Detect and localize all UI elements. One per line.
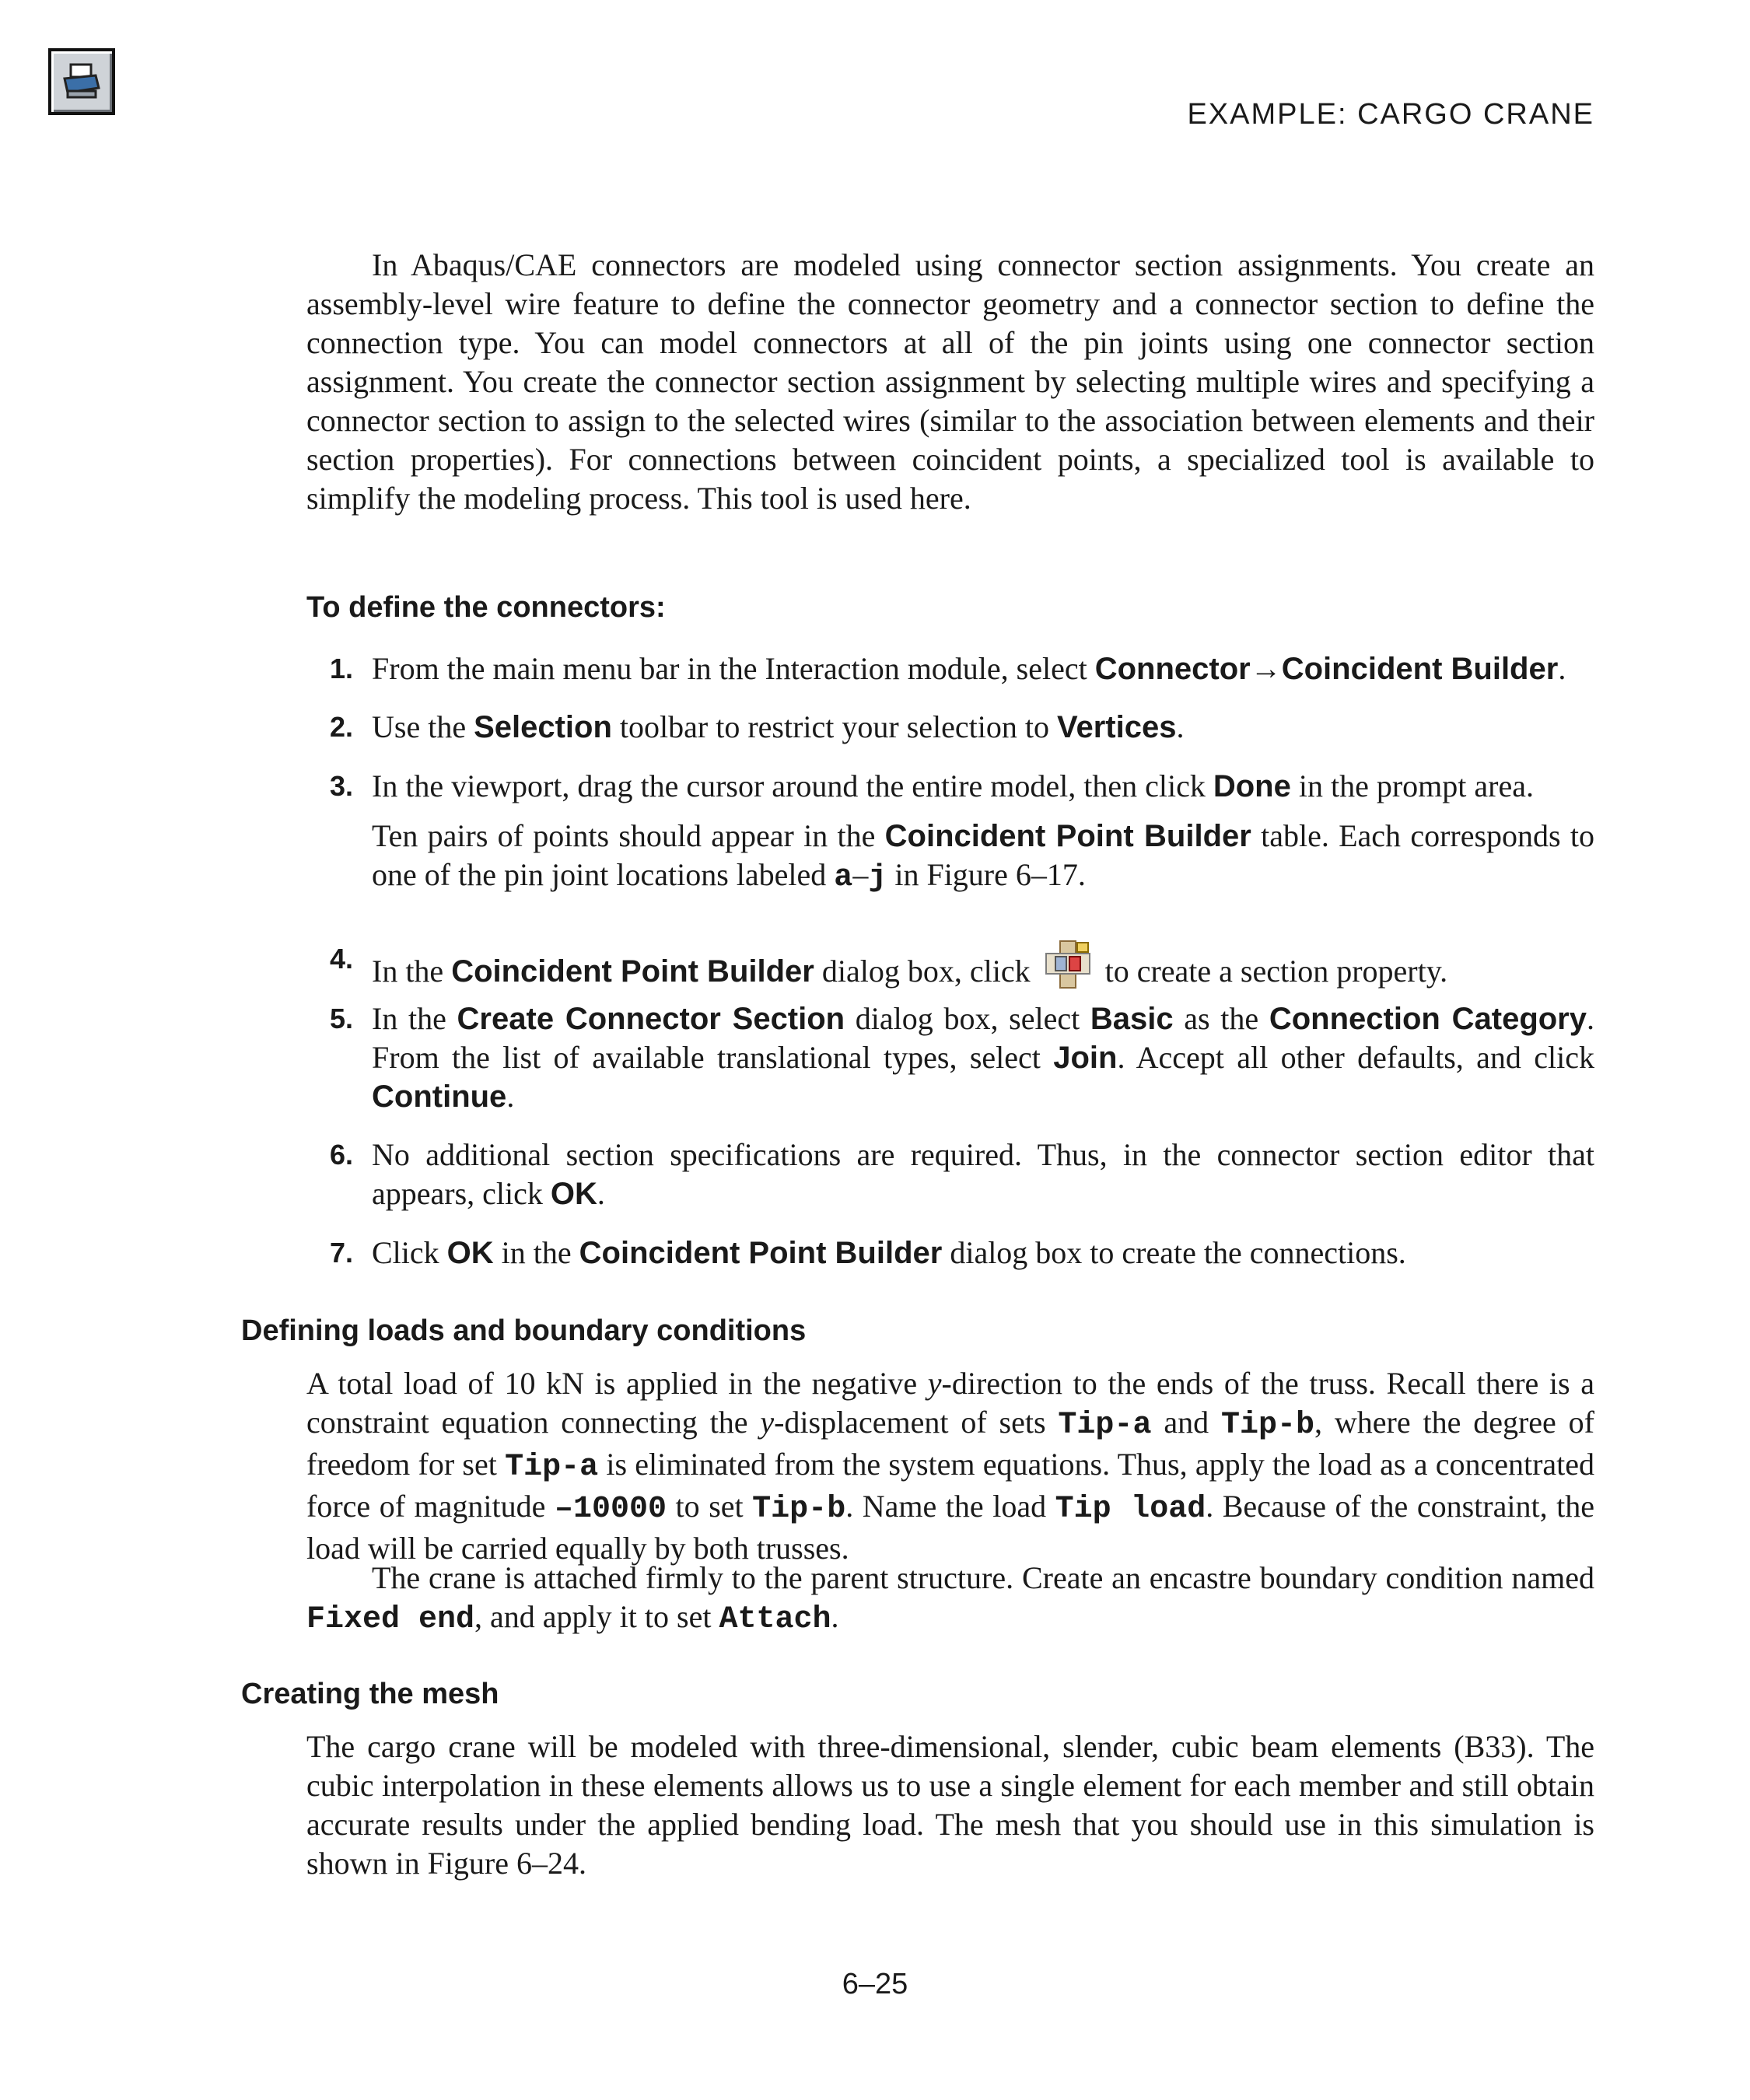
set-name: Tip-b — [752, 1492, 846, 1527]
step-7 — [306, 1234, 1594, 1272]
dialog-name: Coincident Point Builder — [884, 819, 1251, 853]
option-name: Basic — [1090, 1002, 1174, 1036]
step-text: dialog box to create the connections. — [942, 1235, 1406, 1270]
step-text: dialog box, select — [845, 1001, 1090, 1036]
toolbar-name: Selection — [474, 710, 612, 744]
step-text: in the — [493, 1235, 579, 1270]
set-name: Tip-a — [505, 1450, 599, 1485]
step-text: Use the — [372, 709, 474, 744]
step-text: . — [1558, 651, 1566, 686]
body-text: The crane is attached firmly to the parent structure. Create an encastre boundary condition named — [372, 1560, 1594, 1595]
step-text: Click — [372, 1235, 447, 1270]
loads-paragraph — [306, 1364, 1594, 1568]
step-text: From the main menu bar in the Interaction module, select — [372, 651, 1095, 686]
body-text: and — [1151, 1405, 1221, 1440]
step-text: . From the list of available translational types, select — [372, 1001, 1594, 1075]
step-number: 2. — [330, 711, 354, 743]
mesh-paragraph: The cargo crane will be modeled with three-dimensional, slender, cubic beam elements (B33). The cubic interpolation in these elements allows us to use a single element for each member and still obtain accurate results under the applied bending load. The mesh that you should use in this simulation is shown in Figure 6–24. — [306, 1729, 1594, 1881]
set-name: Attach — [719, 1602, 831, 1637]
button-name: Done — [1213, 769, 1291, 803]
body-text: -displacement of sets — [774, 1405, 1059, 1440]
step-text: In the viewport, drag the cursor around the entire model, then click — [372, 768, 1213, 803]
step-number: 3. — [330, 770, 354, 802]
step-text: . Accept all other defaults, and click — [1117, 1040, 1594, 1075]
body-text: . Name the load — [845, 1489, 1055, 1524]
body-text: , and apply it to set — [474, 1599, 719, 1634]
variable: y — [927, 1366, 942, 1401]
create-section-icon[interactable] — [1043, 940, 1093, 989]
load-name: Tip load — [1055, 1492, 1206, 1527]
body-text: to set — [666, 1489, 753, 1524]
step-text: In the — [372, 1001, 457, 1036]
step-text: . — [1176, 709, 1185, 744]
variable: y — [760, 1405, 775, 1440]
loads-heading: Defining loads and boundary conditions — [241, 1314, 807, 1347]
label-start: a — [834, 860, 853, 895]
selection-type: Vertices — [1057, 710, 1177, 744]
procedure-heading: To define the connectors: — [306, 591, 666, 624]
label-end: j — [868, 860, 887, 895]
step-number: 7. — [330, 1237, 354, 1269]
body-text: , where the degree of freedom for set — [306, 1405, 1594, 1482]
field-name: Connection Category — [1269, 1002, 1587, 1036]
load-magnitude: –10000 — [554, 1492, 667, 1527]
running-header: EXAMPLE: CARGO CRANE — [1187, 98, 1594, 131]
body-text: is eliminated from the system equations. Thus, apply the load as a concentrated force of magnitude — [306, 1447, 1595, 1524]
step-number: 1. — [330, 653, 354, 684]
button-name: Continue — [372, 1080, 507, 1114]
note-text: table. Each corresponds to one of the pin joint locations labeled — [372, 818, 1594, 892]
note-text: in Figure 6–17. — [887, 857, 1086, 892]
step-text: toolbar to restrict your selection to — [611, 709, 1057, 744]
bc-name: Fixed end — [306, 1602, 475, 1637]
body-text: -direction to the ends of the truss. Recall there is a constraint equation connecting the — [306, 1366, 1595, 1440]
set-name: Tip-b — [1220, 1408, 1314, 1443]
bc-paragraph — [306, 1559, 1594, 1640]
mesh-heading: Creating the mesh — [241, 1678, 499, 1710]
step-3-note — [372, 817, 1594, 898]
dialog-name: Create Connector Section — [457, 1002, 845, 1036]
button-name: OK — [446, 1236, 494, 1270]
step-number: 5. — [330, 1003, 354, 1034]
option-name: Join — [1053, 1041, 1118, 1075]
intro-paragraph: In Abaqus/CAE connectors are modeled using connector section assignments. You create an assembly-level wire feature to define the connector geometry and a connector section to define the connection type. You can model connectors at all of the pin joints using one connector section assignment. You create the connector section assignment by selecting multiple wires and specifying a connector section to assign to the selected wires (similar to the association between elements and their section properties). For connections between coincident points, a specialized tool is available to simplify the modeling process. This tool is used here. — [306, 247, 1594, 516]
step-text: to create a section property. — [1104, 954, 1448, 989]
step-5 — [306, 999, 1594, 1116]
print-button[interactable] — [48, 48, 115, 115]
step-number: 6. — [330, 1139, 354, 1171]
body-text: . — [831, 1599, 839, 1634]
body-text: A total load of 10 kN is applied in the negative — [306, 1366, 928, 1401]
step-1 — [306, 649, 1594, 688]
step-text: in the prompt area. — [1290, 768, 1534, 803]
step-text: as the — [1173, 1001, 1269, 1036]
step-number: 4. — [330, 943, 354, 975]
step-text: . — [597, 1176, 605, 1211]
step-6 — [306, 1136, 1594, 1213]
label-dash: – — [852, 857, 869, 892]
printer-icon — [61, 61, 102, 102]
step-text: dialog box, click — [814, 954, 1031, 989]
step-text: In the — [372, 954, 452, 989]
step-4 — [306, 940, 1594, 991]
button-name: OK — [550, 1177, 597, 1211]
step-text: No additional section specifications are required. Thus, in the connector section editor that appears, click — [372, 1137, 1594, 1211]
page-number: 6–25 — [842, 1968, 908, 2000]
body-text: . Because of the constraint, the load will be carried equally by both trusses. — [306, 1489, 1594, 1566]
dialog-name: Coincident Point Builder — [579, 1236, 943, 1270]
set-name: Tip-a — [1058, 1408, 1152, 1443]
note-text: Ten pairs of points should appear in the — [372, 818, 885, 853]
menu-path: Connector→Coincident Builder — [1094, 652, 1559, 686]
dialog-name: Coincident Point Builder — [451, 954, 814, 989]
step-2 — [306, 708, 1594, 747]
step-3 — [306, 767, 1594, 898]
step-text: . — [506, 1079, 515, 1114]
